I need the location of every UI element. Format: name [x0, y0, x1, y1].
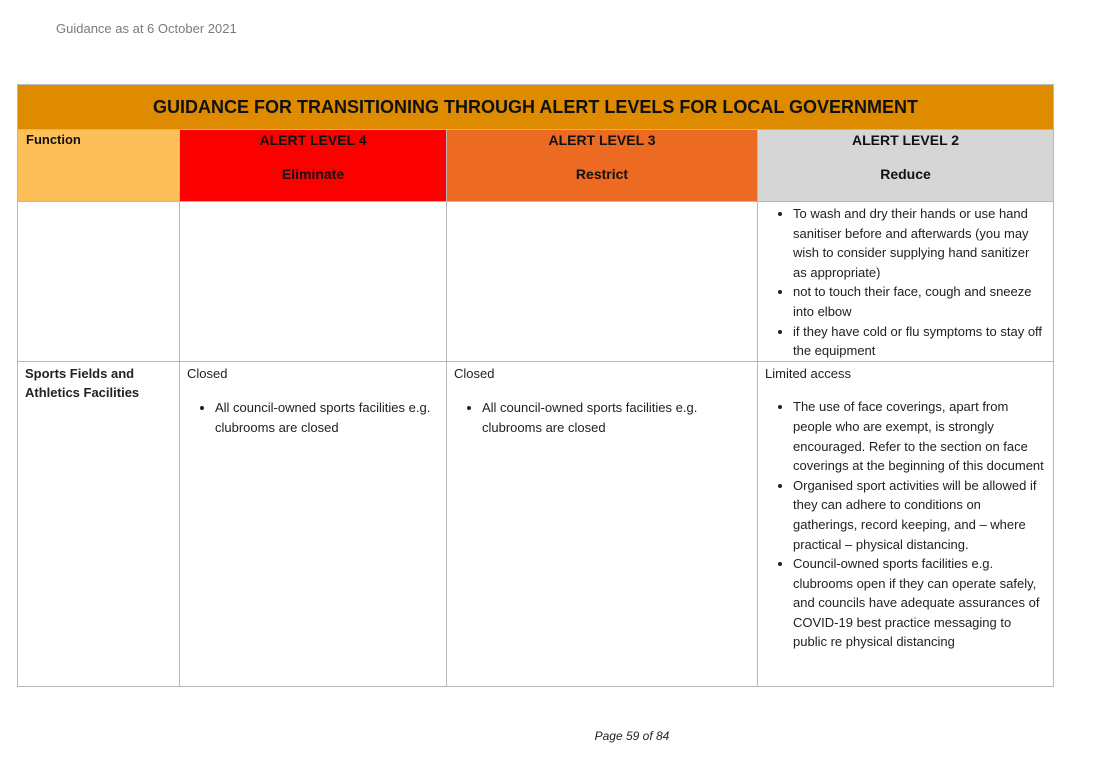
- cell-intro: Closed: [187, 365, 228, 381]
- alert-level-4-label: ALERT LEVEL 4: [259, 132, 367, 148]
- alert-level-3-cell: [447, 361, 758, 686]
- alert-level-3-subtitle: Restrict: [575, 166, 629, 182]
- list-item: • The use of face coverings, apart from people who are exempt, is strongly encouraged. Refer to the section on face coverings at the beginning of this document: [793, 397, 1046, 475]
- function-cell: [18, 361, 180, 686]
- alert-level-4-cell: [180, 361, 447, 686]
- bullet-list: [187, 398, 439, 437]
- bullet-list: [454, 398, 750, 437]
- column-header-function: Function: [18, 130, 180, 202]
- list-item: • All council-owned sports facilities e.g. clubrooms are closed: [215, 398, 439, 437]
- page-number: Page 59 of 84: [594, 729, 670, 743]
- table-header-row: [18, 130, 1054, 202]
- alert-level-4-subtitle: Eliminate: [281, 166, 345, 182]
- column-header-alert-level-4: [180, 130, 447, 202]
- bullet-list: [765, 397, 1046, 652]
- function-name: Sports Fields and Athletics Facilities: [25, 365, 140, 401]
- list-item: • if they have cold or flu symptoms to stay off the equipment: [793, 322, 1046, 361]
- table-title-row: [18, 85, 1054, 130]
- list-item: • Council-owned sports facilities e.g. clubrooms open if they can operate safely, and councils have adequate assurances of COVID-19 best practice messaging to public re physical distancing: [793, 554, 1046, 652]
- list-item: • To wash and dry their hands or use hand sanitiser before and afterwards (you may wish to consider supplying hand sanitizer as appropriate): [793, 204, 1046, 282]
- alert-level-2-subtitle: Reduce: [880, 166, 931, 182]
- cell-intro: Closed: [454, 365, 495, 381]
- list-item: • not to touch their face, cough and sneeze into elbow: [793, 282, 1046, 321]
- column-header-alert-level-2: [758, 130, 1054, 202]
- cell-intro: Limited access: [765, 365, 851, 381]
- guidance-table: [17, 84, 1054, 687]
- alert-level-4-cell: [180, 202, 447, 362]
- list-item: • Organised sport activities will be allowed if they can adhere to conditions on gatherings, record keeping, and – where practical – physical distancing.: [793, 476, 1046, 554]
- page-header: Guidance as at 6 October 2021: [56, 21, 237, 36]
- table-title: GUIDANCE FOR TRANSITIONING THROUGH ALERT LEVELS FOR LOCAL GOVERNMENT: [18, 85, 1054, 130]
- column-header-alert-level-3: [447, 130, 758, 202]
- alert-level-2-cell: [758, 202, 1054, 362]
- table-row: [18, 202, 1054, 362]
- list-item: • All council-owned sports facilities e.g. clubrooms are closed: [482, 398, 750, 437]
- alert-level-2-cell: [758, 361, 1054, 686]
- function-cell: [18, 202, 180, 362]
- bullet-list: [765, 204, 1046, 361]
- alert-level-2-label: ALERT LEVEL 2: [851, 132, 960, 148]
- alert-level-3-label: ALERT LEVEL 3: [548, 132, 656, 148]
- table-row: [18, 361, 1054, 686]
- alert-level-3-cell: [447, 202, 758, 362]
